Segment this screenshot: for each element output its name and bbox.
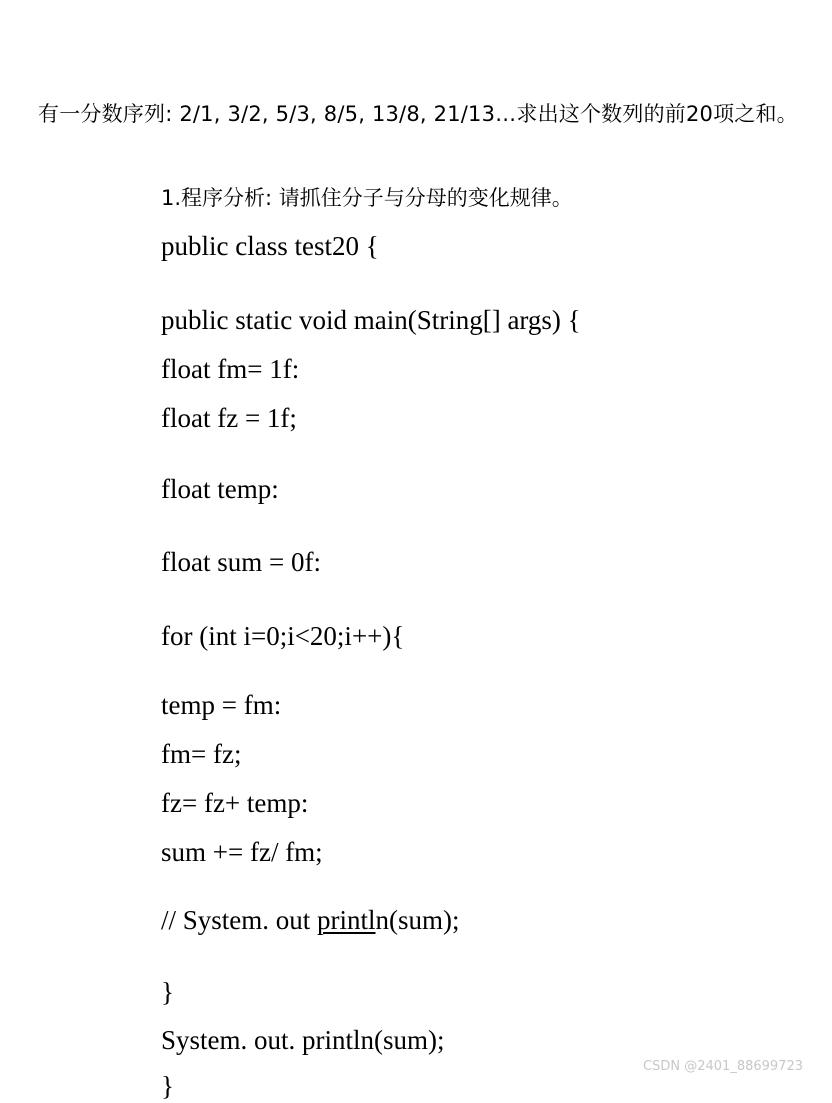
code-line-main-close-brace: }: [161, 1071, 174, 1101]
code-line-println: System. out. println(sum);: [161, 1025, 445, 1055]
code-line-for-loop: for (int i=0;i<20;i++){: [161, 621, 405, 651]
code-line-class-declaration: public class test20 {: [161, 231, 379, 261]
code-line-commented-println: [161, 903, 460, 937]
spellcheck-underlined-word: printl: [317, 905, 376, 935]
code-line-sum-declaration: float sum = 0f:: [161, 547, 321, 577]
comment-suffix: n(sum);: [375, 905, 460, 935]
code-line-temp-declaration: float temp:: [161, 474, 279, 504]
code-line-fm-declaration: float fm= 1f:: [161, 354, 300, 384]
csdn-watermark: CSDN @2401_88699723: [643, 1059, 803, 1074]
code-line-sum-accumulate: sum += fz/ fm;: [161, 837, 323, 867]
code-line-fz-declaration: float fz = 1f;: [161, 403, 297, 433]
analysis-heading: 1.程序分析: 请抓住分子与分母的变化规律。: [161, 186, 573, 210]
code-line-for-close-brace: }: [161, 977, 174, 1007]
code-line-fz-assign: fz= fz+ temp:: [161, 788, 309, 818]
code-line-main-method: public static void main(String[] args) {: [161, 305, 581, 335]
code-line-fm-assign: fm= fz;: [161, 739, 242, 769]
problem-statement: 有一分数序列: 2/1, 3/2, 5/3, 8/5, 13/8, 21/13…求出这个数列的前20项之和。: [38, 102, 798, 126]
code-line-temp-assign: temp = fm:: [161, 690, 282, 720]
comment-prefix: // System. out: [161, 905, 318, 935]
